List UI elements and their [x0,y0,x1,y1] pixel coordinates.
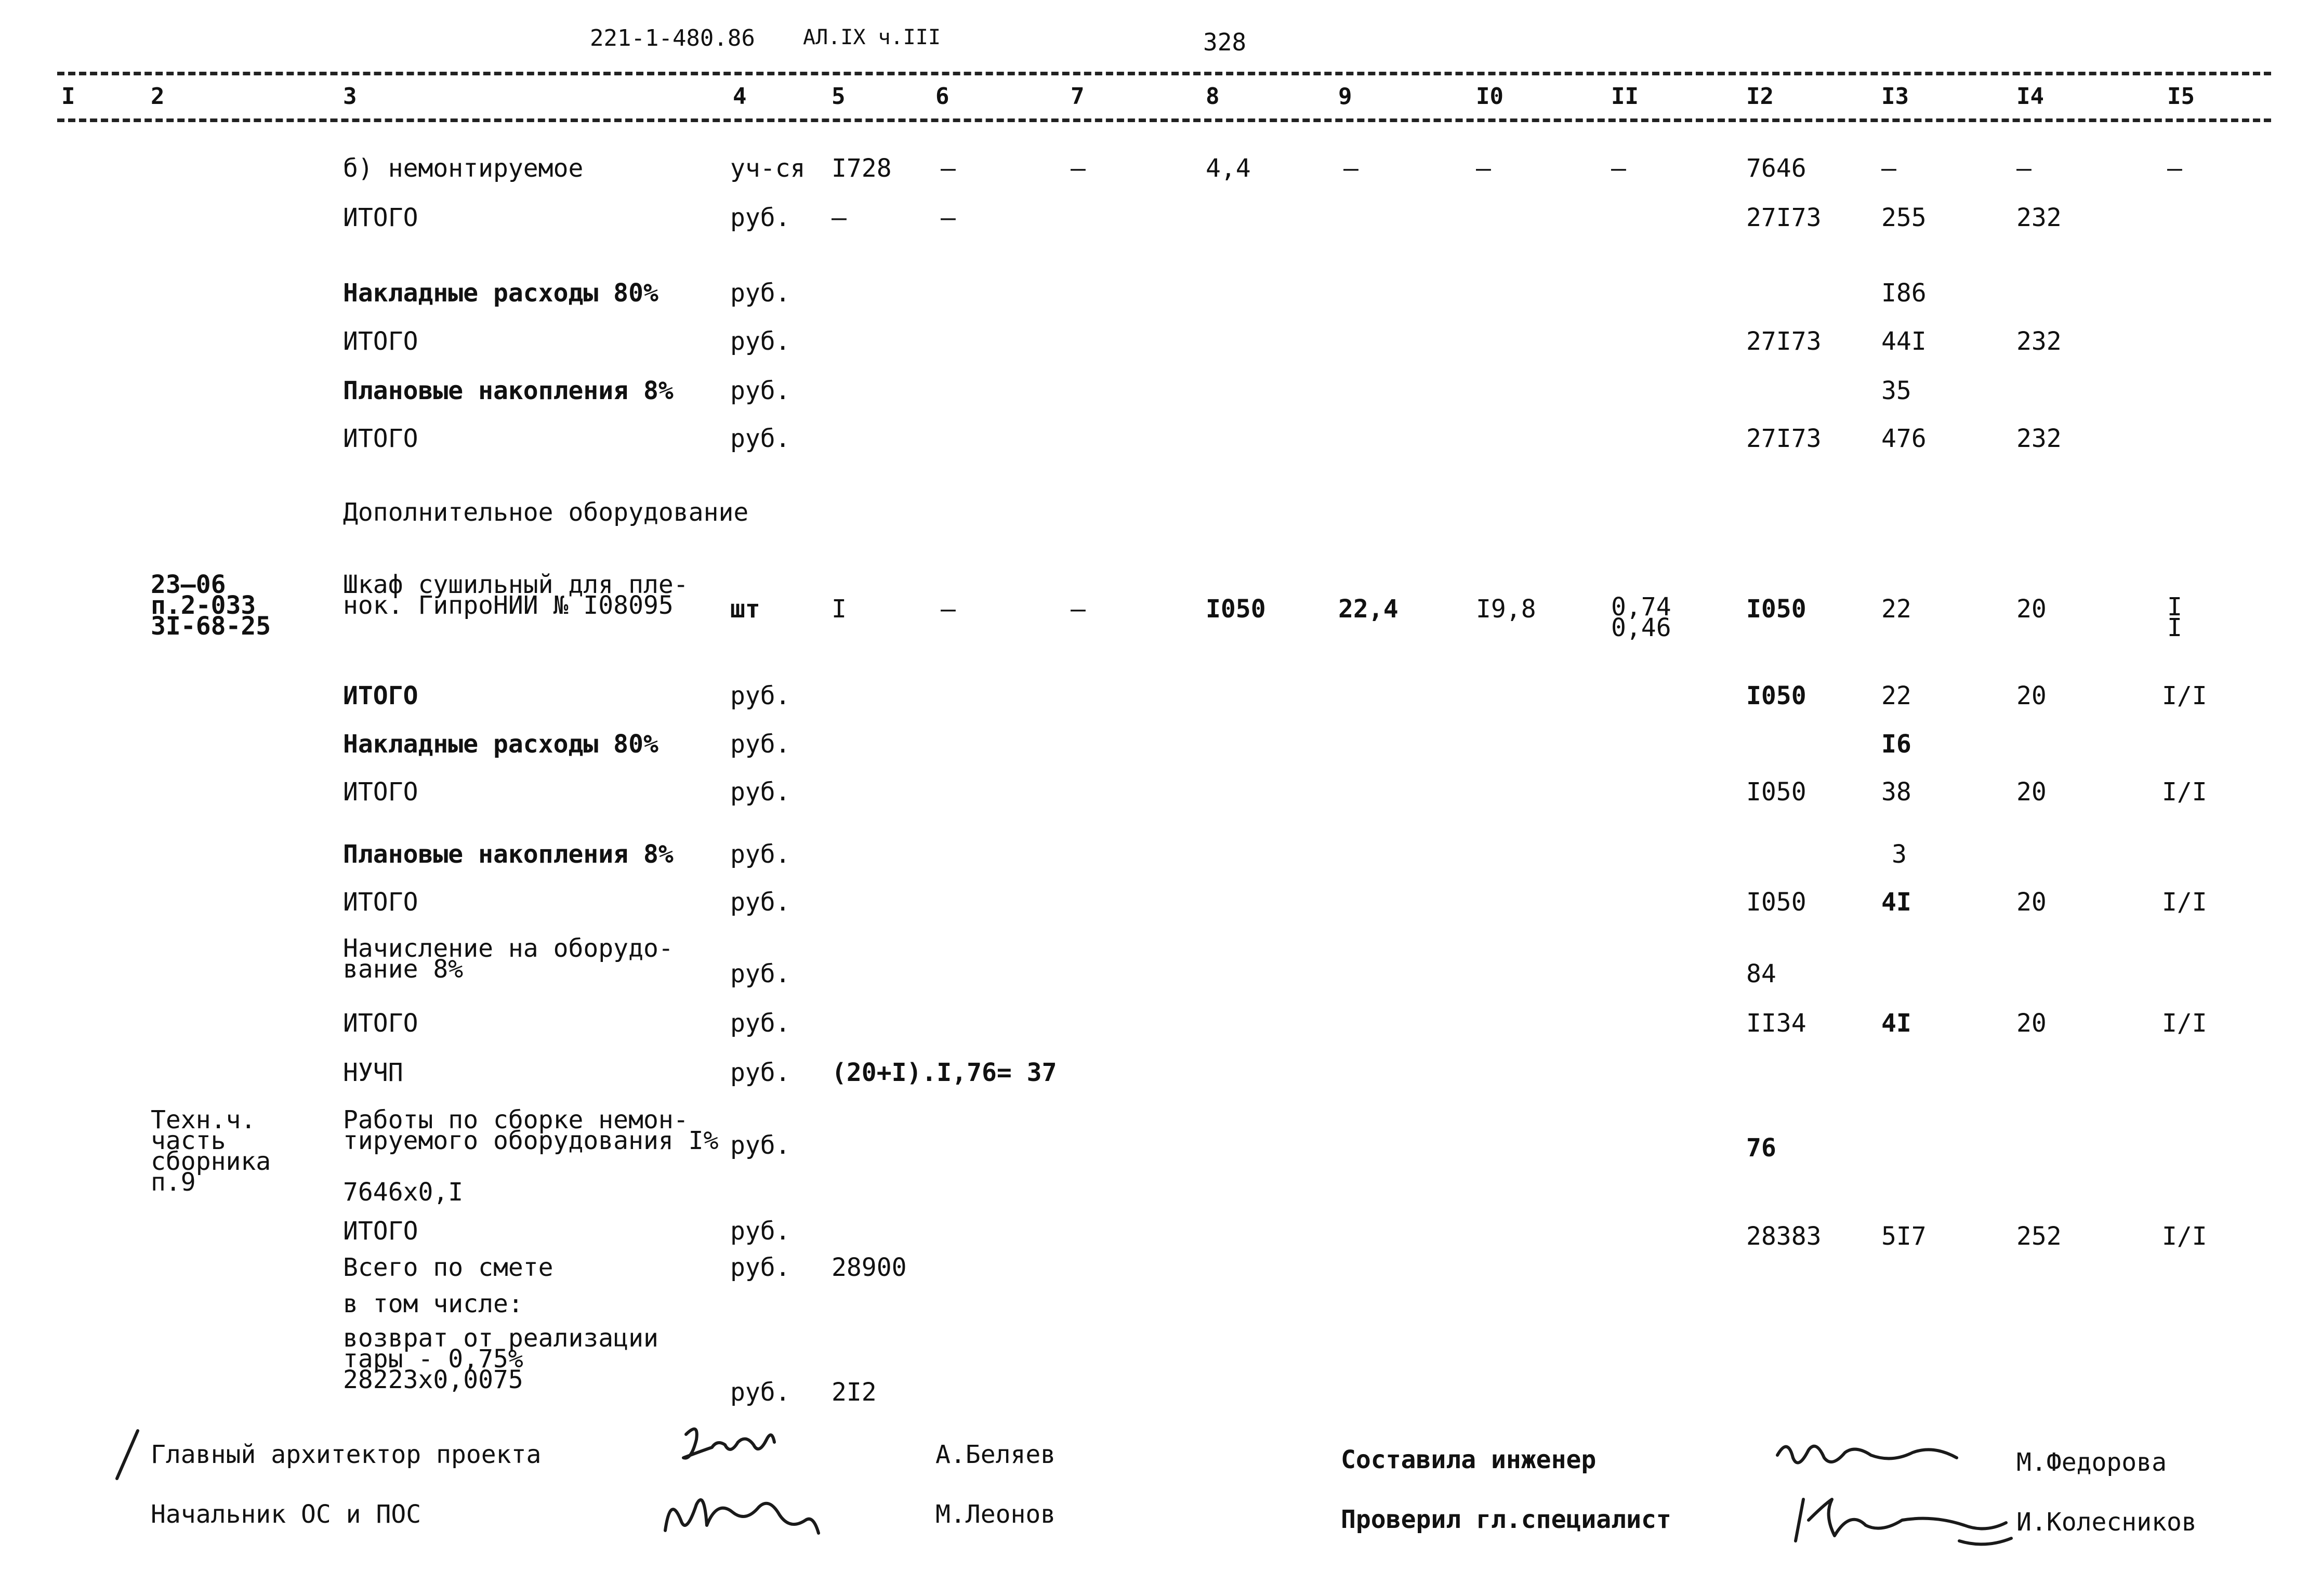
column-header-7: 7 [1071,83,1085,110]
row-cell-6: – [941,154,956,183]
row-cell-11: – [1611,154,1626,183]
page-number: 328 [1203,28,1247,56]
row-cell-15: I/I [2162,888,2207,917]
column-header-14: I4 [2016,83,2044,110]
row-description: Начисление на оборудо- вание 8% [343,934,674,984]
row-formula: (20+I).I,76= 37 [832,1058,1057,1087]
row-description: ИТОГО [343,888,418,917]
row-cell-9: – [1343,154,1359,183]
row-unit: руб. [730,777,790,807]
row-cell-13: – [1881,154,1896,183]
row-quantity: I728 [832,154,892,183]
row-cell-12: I050 [1746,681,1806,710]
column-header-6: 6 [935,83,949,110]
row-cell-13: 35 [1881,376,1911,405]
column-header-5: 5 [832,83,846,110]
row-cell-14: 20 [2016,888,2047,917]
row-cell-12: I050 [1746,777,1806,807]
row-unit: руб. [730,1378,790,1407]
column-header-4: 4 [733,83,747,110]
row-reference: Техн.ч. часть сборника п.9 [151,1105,271,1197]
row-cell-7: – [1071,154,1086,183]
row-cell-14: 20 [2016,595,2047,624]
row-description: ИТОГО [343,777,418,807]
row-unit: руб. [730,376,790,405]
row-description: ИТОГО [343,1009,418,1038]
column-header-3: 3 [343,83,357,110]
row-cell-14: 20 [2016,681,2047,710]
row-cell-15: I I [2167,592,2182,642]
row-unit: руб. [730,840,790,869]
slash-mark [112,1427,143,1484]
row-description: Накладные расходы 80% [343,279,658,308]
row-description: ИТОГО [343,327,418,356]
row-cell-13: 22 [1881,681,1911,710]
row-unit: руб. [730,730,790,759]
row-unit: руб. [730,1009,790,1038]
signature-name: И.Колесников [2016,1508,2197,1537]
row-description: Плановые накопления 8% [343,840,674,869]
row-cell-13: 38 [1881,777,1911,807]
row-unit: руб. [730,424,790,453]
row-cell-8: 4,4 [1206,154,1251,183]
row-description: Шкаф сушильный для пле- нок. ГипроНИИ № I08095 [343,570,689,620]
row-unit: руб. [730,1131,790,1160]
column-header-10: I0 [1476,83,1504,110]
row-cell-10: – [1476,154,1491,183]
signature-name: М.Леонов [935,1500,1056,1529]
row-unit: руб. [730,1058,790,1087]
row-unit: руб. [730,203,790,232]
row-cell-13: 22 [1881,595,1911,624]
row-cell-12: 76 [1746,1133,1776,1163]
header-top-rule [57,72,2271,75]
row-unit: руб. [730,681,790,710]
row-unit: руб. [730,327,790,356]
row-cell-14: 20 [2016,777,2047,807]
signature-image [1788,1484,2022,1551]
row-cell-15: – [2167,154,2182,183]
row-cell-13: 44I [1881,327,1927,356]
row-cell-15: I/I [2162,1222,2207,1251]
row-cell-13: 3 [1892,840,1907,869]
row-description: ИТОГО [343,203,418,232]
row-cell-12: 84 [1746,959,1776,988]
row-description: Работы по сборке немон- тируемого оборудования I% [343,1105,719,1155]
row-unit: руб. [730,888,790,917]
row-cell-8: I050 [1206,595,1266,624]
column-header-15: I5 [2167,83,2195,110]
signature-role: Проверил гл.специалист [1341,1505,1671,1534]
row-cell-9: 22,4 [1338,595,1399,624]
row-total: 28900 [832,1253,907,1282]
row-cell-12: 28383 [1746,1222,1822,1251]
row-cell-13: 5I7 [1881,1222,1927,1251]
row-cell-6: – [941,595,956,624]
album-label: АЛ.IX ч.III [803,25,941,49]
row-cell-13: 4I [1881,888,1911,917]
row-description: НУЧП [343,1058,403,1087]
row-unit: руб. [730,1217,790,1246]
column-header-1: I [61,83,75,110]
column-header-12: I2 [1746,83,1774,110]
row-description: ИТОГО [343,424,418,453]
header-bottom-rule [57,118,2271,122]
row-cell-14: 232 [2016,327,2062,356]
row-cell-10: I9,8 [1476,595,1536,624]
row-description: возврат от реализации тары - 0,75% 28223х0,0075 [343,1324,658,1394]
row-cell-13: I6 [1881,730,1911,759]
row-description: ИТОГО [343,681,418,710]
row-description: ИТОГО [343,1217,418,1246]
row-unit: руб. [730,959,790,988]
row-description: в том числе: [343,1289,523,1318]
column-header-9: 9 [1338,83,1352,110]
row-cell-14: – [2016,154,2032,183]
row-cell-14: 252 [2016,1222,2062,1251]
row-cell-15: I/I [2162,1009,2207,1038]
row-reference: 23–06 п.2-033 3I-68-25 [151,570,271,641]
row-quantity: I [832,595,847,624]
row-unit: руб. [730,279,790,308]
row-cell-7: – [1071,595,1086,624]
row-cell-12: 27I73 [1746,327,1822,356]
row-cell-15: I/I [2162,777,2207,807]
row-cell-13: I86 [1881,279,1927,308]
row-cell-14: 20 [2016,1009,2047,1038]
column-header-2: 2 [151,83,165,110]
row-cell-13: 4I [1881,1009,1911,1038]
row-cell-11: 0,74 0,46 [1611,592,1671,642]
row-description: 7646х0,I [343,1178,464,1207]
row-cell-6: – [941,203,956,232]
signature-role: Главный архитектор проекта [151,1440,542,1469]
row-unit: уч-ся [730,154,806,183]
column-header-11: II [1611,83,1639,110]
row-unit: руб. [730,1253,790,1282]
signature-image [1767,1434,1964,1476]
signature-image [676,1419,780,1476]
row-description: Плановые накопления 8% [343,376,674,405]
row-cell-12: 27I73 [1746,424,1822,453]
row-cell-14: 232 [2016,203,2062,232]
row-cell-14: 232 [2016,424,2062,453]
document-code: 221-1-480.86 [590,25,755,51]
row-description: Накладные расходы 80% [343,730,658,759]
row-cell-15: I/I [2162,681,2207,710]
row-quantity: – [832,203,847,232]
signature-name: М.Федорова [2016,1448,2167,1477]
column-header-13: I3 [1881,83,1909,110]
column-header-8: 8 [1206,83,1220,110]
row-cell-12: II34 [1746,1009,1806,1038]
row-cell-13: 476 [1881,424,1927,453]
row-cell-12: 7646 [1746,154,1806,183]
row-total: 2I2 [832,1378,877,1407]
signature-name: А.Беляев [935,1440,1056,1469]
signature-image [655,1484,826,1546]
row-cell-12: 27I73 [1746,203,1822,232]
row-description: Всего по смете [343,1253,553,1282]
row-cell-13: 255 [1881,203,1927,232]
row-description: б) немонтируемое [343,154,584,183]
signature-role: Составила инженер [1341,1445,1597,1474]
row-unit: шт [730,595,760,624]
row-cell-12: I050 [1746,888,1806,917]
row-cell-12: I050 [1746,595,1806,624]
section-heading: Дополнительное оборудование [343,498,749,527]
signature-role: Начальник ОС и ПОС [151,1500,421,1529]
